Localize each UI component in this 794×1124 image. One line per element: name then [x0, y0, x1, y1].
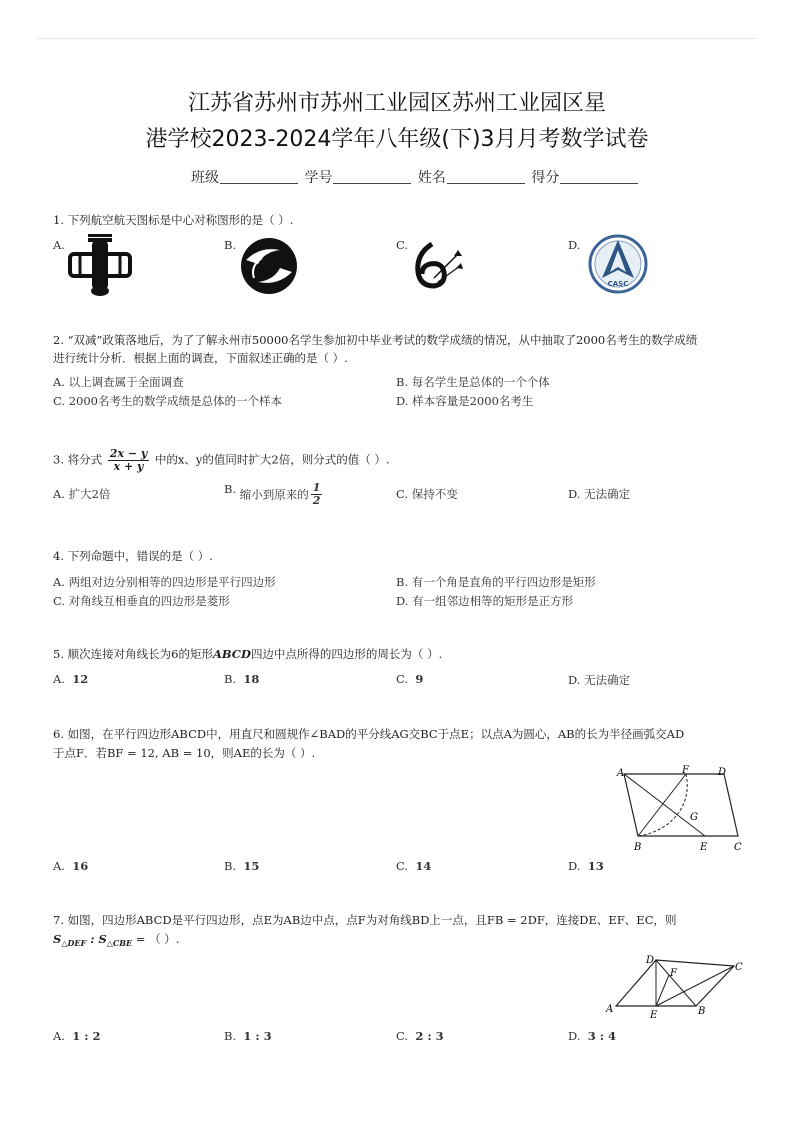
q1-option-c[interactable]: C.: [396, 238, 409, 252]
q3-fraction-numerator: 2x − y: [109, 447, 148, 460]
q7-option-c-letter: C.: [396, 1029, 409, 1043]
q2-option-d[interactable]: D. 样本容量是2000名考生: [396, 394, 534, 408]
q1-option-a[interactable]: A.: [53, 238, 65, 252]
q4-option-a[interactable]: A. 两组对边分别相等的四边形是平行四边形: [53, 575, 276, 589]
q4-option-b[interactable]: B. 有一个角是直角的平行四边形是矩形: [396, 575, 596, 589]
q3-stem: [53, 448, 390, 473]
q6-label-g: G: [690, 812, 698, 823]
q6-label-b: B: [634, 842, 642, 853]
casc-logo-icon: [588, 234, 648, 294]
q7-area-s1: S: [53, 932, 62, 946]
q7-option-a-letter: A.: [53, 1029, 65, 1043]
q6-option-c-value: 14: [415, 859, 432, 873]
q5-option-d[interactable]: D. 无法确定: [568, 673, 631, 687]
name-label: 姓名: [417, 170, 446, 186]
q3-option-c[interactable]: C. 保持不变: [396, 487, 458, 501]
airplane-logo-icon: [66, 234, 134, 298]
q5-stem-var: ABCD: [212, 647, 251, 661]
number-blank[interactable]: [333, 169, 411, 184]
q3-fraction-denominator: x + y: [113, 460, 144, 473]
q6-stem-line-1: 6. 如图，在平行四边形ABCD中，用直尺和圆规作∠BAD的平分线AG交BC于点E；以点A为圆心，AB的长为半径画弧交AD: [53, 727, 685, 741]
q3-option-b-text: 缩小到原来的: [239, 487, 309, 502]
q6-stem-line-2: 于点F．若BF = 12, AB = 10，则AE的长为（ ）.: [53, 746, 316, 760]
q7-label-c: C: [735, 962, 743, 973]
q5-option-c-letter: C.: [396, 672, 409, 686]
score-label: 得分: [531, 170, 560, 186]
q7-label-b: B: [698, 1006, 706, 1017]
q6-label-c: C: [734, 842, 742, 853]
title-line-2: 港学校2023-2024学年八年级(下)3月月考数学试卷: [145, 127, 649, 152]
q5-option-c[interactable]: [396, 672, 423, 686]
q5-option-b[interactable]: [224, 672, 259, 686]
q3-fraction: [108, 448, 149, 473]
q6-option-c-letter: C.: [396, 859, 409, 873]
q2-option-b[interactable]: B. 每名学生是总体的一个个体: [396, 375, 550, 389]
q2-stem-line-2: 进行统计分析．根据上面的调查，下面叙述正确的是（ ）.: [53, 351, 348, 365]
q3-option-d[interactable]: D. 无法确定: [568, 487, 631, 501]
q7-area-sub1: △DEF: [61, 938, 87, 948]
q3-stem-post: 中的x、y的值同时扩大2倍，则分式的值（ ）.: [154, 452, 390, 467]
top-rule: [36, 38, 758, 39]
q6-option-a-letter: A.: [53, 859, 65, 873]
q7-label-e: E: [650, 1010, 658, 1021]
q3-option-b[interactable]: [224, 482, 324, 507]
q5-option-c-value: 9: [415, 672, 424, 686]
q7-label-a: A: [606, 1004, 614, 1015]
score-blank[interactable]: [560, 169, 638, 184]
q7-option-d-letter: D.: [568, 1029, 581, 1043]
q6-option-a-value: 16: [72, 859, 89, 873]
q7-option-d[interactable]: [568, 1029, 616, 1043]
class-label: 班级: [191, 170, 219, 186]
q6-parallelogram-figure: [612, 764, 744, 854]
q3-option-b-fraction: [311, 482, 323, 507]
name-blank[interactable]: [447, 169, 525, 184]
q5-option-a-value: 12: [72, 672, 89, 686]
q5-option-b-value: 18: [243, 672, 260, 686]
q7-option-d-value: 3 : 4: [587, 1029, 617, 1043]
q6-option-d-letter: D.: [568, 859, 581, 873]
q6-option-b-value: 15: [243, 859, 260, 873]
q5-stem-pre: 5. 顺次连接对角线长为6的矩形: [53, 647, 213, 661]
q6-label-d: D: [718, 767, 727, 778]
q7-option-b[interactable]: [224, 1029, 272, 1043]
q7-area-s2: : S: [86, 932, 107, 946]
q6-option-d-value: 13: [587, 859, 604, 873]
q1-stem: 1. 下列航空航天图标是中心对称图形的是（ ）.: [53, 213, 294, 227]
q7-option-c-value: 2 : 3: [415, 1029, 444, 1043]
q2-stem-line-1: 2. “双减”政策落地后，为了了解永州市50000名学生参加初中毕业考试的数学成绩的情况，从中抽取了2000名考生的数学成绩: [53, 333, 698, 347]
q6-label-a: A: [617, 768, 625, 779]
q5-option-a-letter: A.: [53, 672, 65, 686]
q7-label-d: D: [646, 955, 655, 966]
q6-option-d[interactable]: [568, 859, 604, 873]
q2-option-a[interactable]: A. 以上调查属于全面调查: [53, 375, 184, 389]
q7-stem-line-1: 7. 如图，四边形ABCD是平行四边形，点E为AB边中点，点F为对角线BD上一点，且FB = 2DF，连接DE、EF、EC，则: [53, 913, 677, 927]
q7-parallelogram-figure: [602, 952, 748, 1024]
q6-label-f: F: [682, 765, 689, 776]
q7-stem-line-2: [53, 929, 179, 953]
q6-option-c[interactable]: [396, 859, 431, 873]
q6-option-a[interactable]: [53, 859, 88, 873]
q7-label-f: F: [670, 968, 677, 979]
number-label: 学号: [304, 170, 333, 186]
q4-option-d[interactable]: D. 有一组邻边相等的矩形是正方形: [396, 594, 574, 608]
q4-option-c[interactable]: C. 对角线互相垂直的四边形是菱形: [53, 594, 230, 608]
q7-option-a[interactable]: [53, 1029, 101, 1043]
q3-option-a[interactable]: A. 扩大2倍: [53, 487, 111, 501]
q7-option-a-value: 1 : 2: [72, 1029, 101, 1043]
q1-option-b[interactable]: B.: [224, 238, 237, 252]
q5-option-b-letter: B.: [224, 672, 237, 686]
q7-option-b-value: 1 : 3: [243, 1029, 272, 1043]
q2-option-c[interactable]: C. 2000名考生的数学成绩是总体的一个样本: [53, 394, 282, 408]
casc-logo-text: CASC: [607, 280, 629, 288]
q5-stem: [53, 644, 442, 664]
student-info-row: [191, 167, 640, 187]
swirl-logo-icon: [240, 236, 298, 296]
class-blank[interactable]: [220, 169, 298, 184]
title-line-1: 江苏省苏州市苏州工业园区苏州工业园区星: [187, 91, 606, 116]
q3-option-b-numerator: 1: [312, 481, 321, 494]
q6-option-b[interactable]: [224, 859, 259, 873]
q7-option-c[interactable]: [396, 1029, 444, 1043]
q3-option-b-denominator: 2: [312, 494, 321, 507]
q7-area-sub2: △CBE: [106, 938, 133, 948]
q5-stem-post: 四边中点所得的四边形的周长为（ ）.: [250, 647, 443, 661]
q5-option-a[interactable]: [53, 672, 88, 686]
q4-stem: 4. 下列命题中，错误的是（ ）.: [53, 549, 213, 563]
q1-option-d[interactable]: D.: [568, 238, 581, 252]
q6-option-b-letter: B.: [224, 859, 237, 873]
q7-stem-end: = （ ）.: [132, 932, 180, 946]
q7-option-b-letter: B.: [224, 1029, 237, 1043]
q3-stem-pre: 3. 将分式: [53, 452, 103, 467]
six-rocket-logo-icon: [410, 238, 466, 290]
q6-label-e: E: [700, 842, 708, 853]
q3-option-b-letter: B.: [224, 482, 237, 496]
